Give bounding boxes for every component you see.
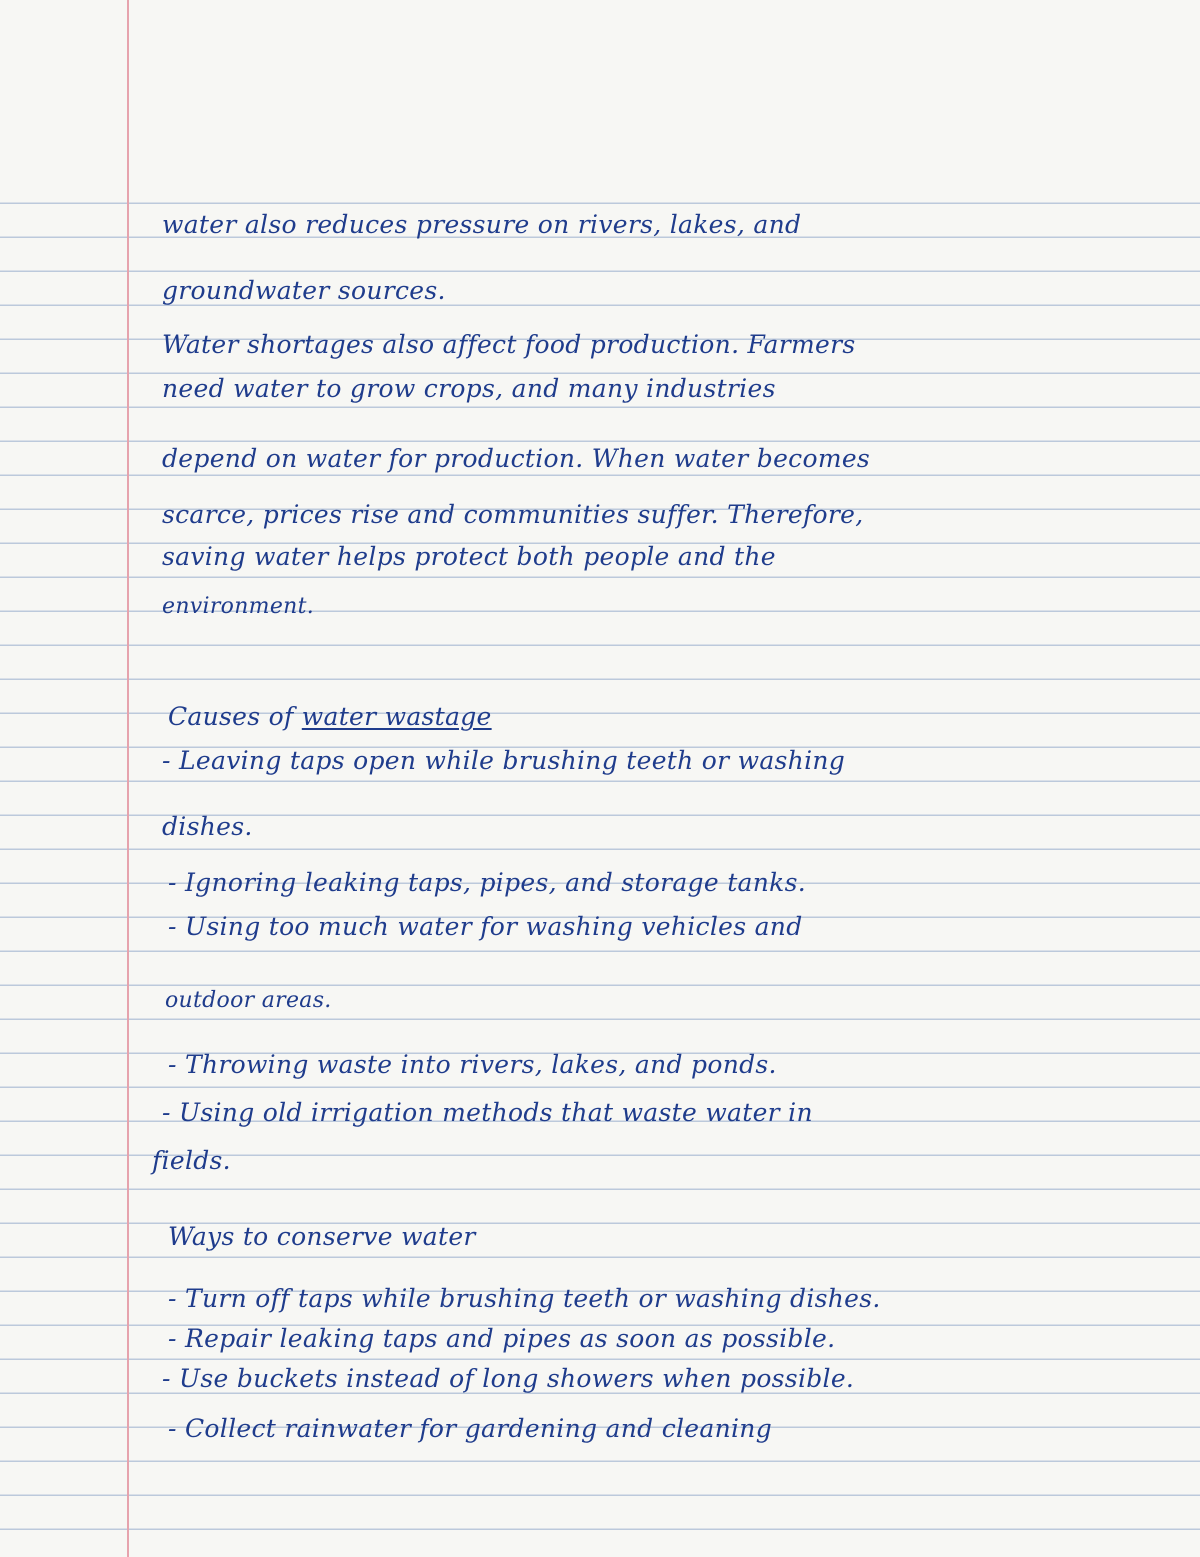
paragraph-line: Water shortages also affect food production. Farmers (162, 330, 856, 359)
paragraph-line: saving water helps protect both people and the (162, 542, 776, 571)
list-item: - Throwing waste into rivers, lakes, and ponds. (168, 1050, 777, 1079)
list-item: - Turn off taps while brushing teeth or washing dishes. (168, 1284, 881, 1313)
list-item: - Repair leaking taps and pipes as soon as possible. (168, 1324, 836, 1353)
causes-heading-plain: Causes of (168, 702, 294, 731)
causes-heading (168, 702, 492, 732)
margin-line (127, 0, 129, 1557)
list-item: outdoor areas. (165, 988, 332, 1013)
list-item: fields. (152, 1146, 231, 1175)
paragraph-line: depend on water for production. When water becomes (162, 444, 871, 473)
list-item: - Using old irrigation methods that waste water in (162, 1098, 813, 1127)
paragraph-line: scarce, prices rise and communities suffer. Therefore, (162, 500, 864, 529)
list-item: - Leaving taps open while brushing teeth or washing (162, 746, 846, 775)
list-item: - Ignoring leaking taps, pipes, and storage tanks. (168, 868, 806, 897)
paragraph-line: groundwater sources. (162, 276, 446, 305)
list-item: - Use buckets instead of long showers when possible. (162, 1364, 855, 1393)
list-item: - Collect rainwater for gardening and cleaning (168, 1414, 773, 1443)
conserve-heading: Ways to conserve water (168, 1222, 476, 1251)
paragraph-line: need water to grow crops, and many industries (162, 374, 776, 403)
list-item: dishes. (162, 812, 253, 841)
causes-heading-underlined: water wastage (301, 702, 492, 731)
paragraph-line: environment. (162, 594, 315, 619)
list-item: - Using too much water for washing vehicles and (168, 912, 803, 941)
paragraph-line: water also reduces pressure on rivers, lakes, and (162, 210, 802, 239)
